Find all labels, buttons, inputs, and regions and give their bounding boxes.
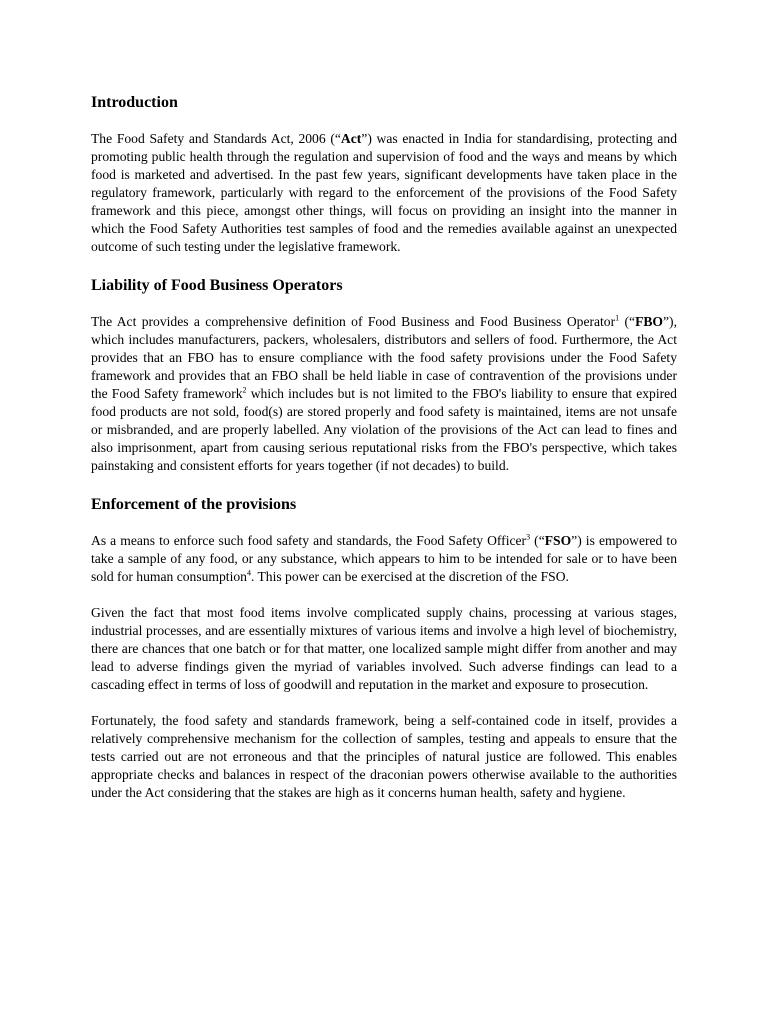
- footnote-ref-4[interactable]: 4: [246, 568, 251, 578]
- footnote-ref-1[interactable]: 1: [615, 313, 620, 323]
- enforcement-text-3: ”) is empowered to take a sample of any food, or any substance, which appears to him to be intended for sale or to have been sold for human consumption: [91, 533, 678, 584]
- enforcement-paragraph-1: [91, 532, 677, 586]
- heading-introduction: Introduction: [91, 94, 178, 111]
- enforcement-text-1: As a means to enforce such food safety and standards, the Food Safety Officer: [91, 533, 527, 548]
- act-defined-term: Act: [340, 131, 362, 146]
- liability-text-1: The Act provides a comprehensive definition of Food Business and Food Business Operator: [91, 314, 616, 329]
- fbo-defined-term: FBO: [635, 314, 664, 329]
- enforcement-text-2: (“: [530, 533, 545, 548]
- heading-liability: Liability of Food Business Operators: [91, 277, 343, 294]
- enforcement-paragraph-3: Fortunately, the food safety and standards framework, being a self-contained code in itself, provides a relatively comprehensive mechanism for the collection of samples, testing and appeals to ensure that the tests carried out are not erroneous and that the principles of natural justice are followed. This enables appropriate checks and balances in respect of the draconian powers otherwise available to the authorities under the Act considering that the stakes are high as it concerns human health, safety and hygiene.: [91, 713, 677, 800]
- intro-text-2: ”) was enacted in India for standardising, protecting and promoting public health through the regulation and supervision of food and the ways and means by which food is marketed and advertised. In the past few years, significant developments have taken place in the regulatory framework, particularly with regard to the enforcement of the provisions of the Food Safety framework and this piece, amongst other things, will focus on providing an insight into the manner in which the Food Safety Authorities test samples of food and the remedies available against an unexpected outcome of such testing under the legislative framework.: [91, 131, 677, 254]
- enforcement-paragraph-2: Given the fact that most food items involve complicated supply chains, processing at various stages, industrial processes, and are essentially mixtures of various items and involve a high level of biochemistry, there are chances that one batch or for that matter, one localized sample might differ from another and may lead to adverse findings given the myriad of variables involved. Such adverse findings can lead to a cascading effect in terms of loss of goodwill and reputation in the market and exposure to prosecution.: [91, 605, 677, 692]
- footnote-ref-2[interactable]: 2: [242, 385, 247, 395]
- heading-enforcement: Enforcement of the provisions: [91, 496, 297, 513]
- footnote-ref-3[interactable]: 3: [526, 532, 531, 542]
- intro-text-1: The Food Safety and Standards Act, 2006 (“: [91, 131, 341, 146]
- liability-paragraph: [91, 313, 677, 475]
- liability-text-4: which includes but is not limited to the FBO's liability to ensure that expired food products are not sold, food(s) are stored properly and food safety is maintained, items are not unsafe or misbranded, and are properly labelled. Any violation of the provisions of the Act can lead to fines and also imprisonment, apart from causing serious reputational risks from the FBO's perspective, which takes painstaking and consistent efforts for years together (if not decades) to build.: [91, 386, 677, 473]
- enforcement-text-4: . This power can be exercised at the discretion of the FSO.: [250, 569, 569, 584]
- liability-text-3: ”), which includes manufacturers, packers, wholesalers, distributors and sellers of food. Furthermore, the Act provides that an FBO has to ensure compliance with the food safety provisions under the Food Safety framework and provides that an FBO shall be held liable in case of contravention of the provisions under the Food Safety framework: [91, 314, 677, 401]
- fso-defined-term: FSO: [544, 533, 572, 548]
- intro-paragraph: [91, 130, 677, 256]
- liability-text-2: (“: [619, 314, 636, 329]
- document-page: [91, 93, 677, 802]
